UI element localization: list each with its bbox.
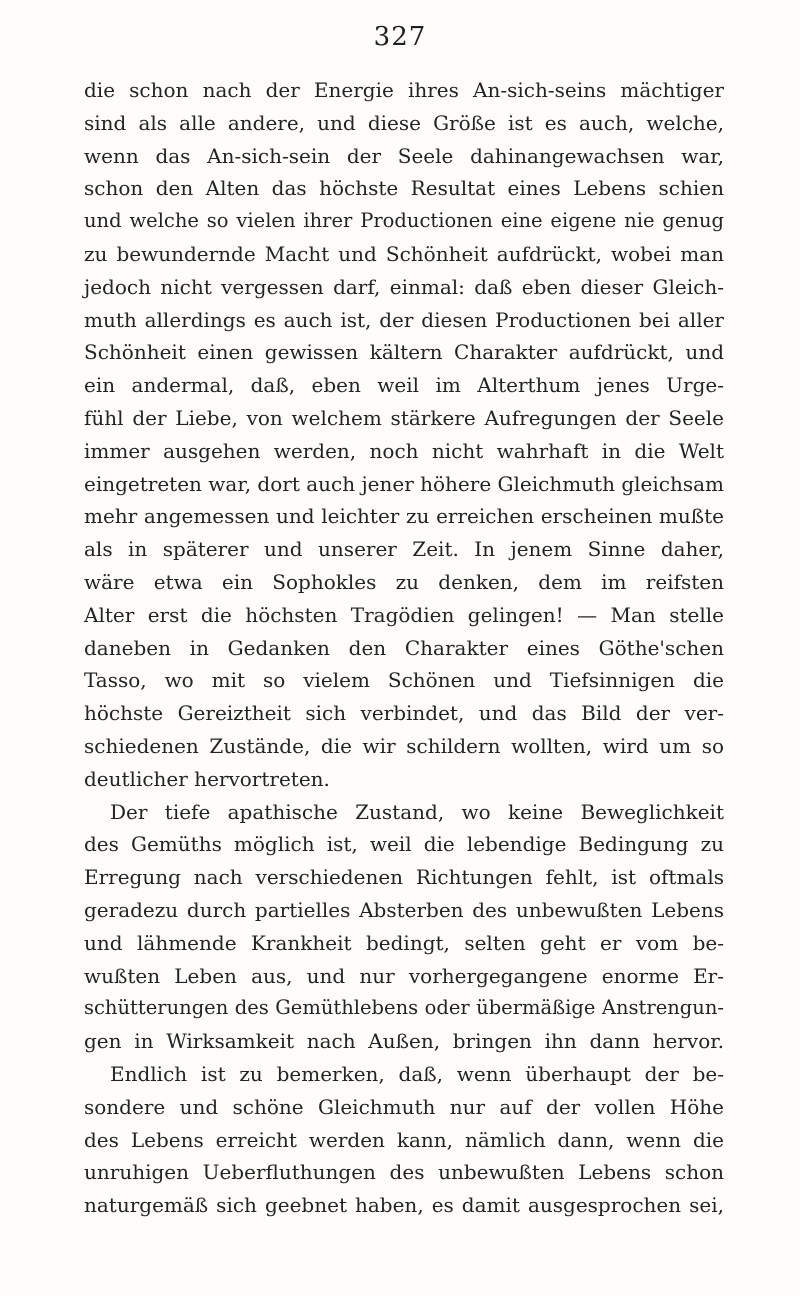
text-line: schon den Alten das höchste Resultat eines Lebens schien [84, 176, 724, 201]
text-line: eingetreten war, dort auch jener höhere Gleichmuth gleichsam [84, 471, 724, 496]
text-line: Tasso, wo mit so vielem Schönen und Tiefsinnigen die [84, 668, 724, 693]
text-line: fühl der Liebe, von welchem stärkere Aufregungen der Seele [84, 405, 724, 430]
paragraph-start-line: Der tiefe apathische Zustand, wo keine Beweglichkeit [110, 799, 724, 824]
paragraph-start-line: Endlich ist zu bemerken, daß, wenn überhaupt der be- [110, 1061, 724, 1086]
text-line: und lähmende Krankheit bedingt, selten geht er vom be- [84, 930, 724, 955]
text-line: höchste Gereiztheit sich verbindet, und das Bild der ver- [84, 701, 724, 726]
text-line: jedoch nicht vergessen darf, einmal: daß eben dieser Gleich- [84, 274, 724, 299]
text-line: muth allerdings es auch ist, der diesen Productionen bei aller [84, 307, 724, 332]
text-line: wußten Leben aus, und nur vorhergegangene enorme Er- [84, 963, 724, 988]
text-line: daneben in Gedanken den Charakter eines Göthe'schen [84, 635, 724, 660]
body-text [84, 74, 724, 1222]
text-line: ein andermal, daß, eben weil im Alterthum jenes Urge- [84, 373, 724, 398]
text-line: geradezu durch partielles Absterben des unbewußten Lebens [84, 897, 724, 922]
text-line: wäre etwa ein Sophokles zu denken, dem im reifsten [84, 569, 724, 594]
text-line: naturgemäß sich geebnet haben, es damit ausgesprochen sei, [84, 1193, 724, 1218]
text-line: Alter erst die höchsten Tragödien gelingen! — Man stelle [84, 602, 724, 627]
text-line: des Gemüths möglich ist, weil die lebendige Bedingung zu [84, 832, 724, 857]
text-line: immer ausgehen werden, noch nicht wahrhaft in die Welt [84, 438, 724, 463]
text-line: des Lebens erreicht werden kann, nämlich dann, wenn die [84, 1127, 724, 1152]
page-number: 327 [373, 22, 427, 52]
text-line: schiedenen Zustände, die wir schildern wollten, wird um so [84, 733, 724, 758]
text-line: Erregung nach verschiedenen Richtungen fehlt, ist oftmals [84, 865, 724, 890]
text-line: deutlicher hervortreten. [84, 766, 330, 791]
text-line: wenn das An-sich-sein der Seele dahinangewachsen war, [84, 143, 724, 168]
text-line: Schönheit einen gewissen kältern Charakter aufdrückt, und [84, 340, 724, 365]
text-line: sondere und schöne Gleichmuth nur auf der vollen Höhe [84, 1094, 724, 1119]
text-line: sind als alle andere, und diese Größe ist es auch, welche, [84, 110, 724, 135]
text-line: schütterungen des Gemüthlebens oder übermäßige Anstrengun- [84, 996, 724, 1020]
text-line: unruhigen Ueberfluthungen des unbewußten Lebens schon [84, 1160, 724, 1185]
text-line: als in späterer und unserer Zeit. In jenem Sinne daher, [84, 537, 724, 562]
text-line: gen in Wirksamkeit nach Außen, bringen ihn dann hervor. [84, 1029, 724, 1054]
text-line: die schon nach der Energie ihres An-sich-seins mächtiger [84, 78, 724, 102]
text-line: mehr angemessen und leichter zu erreichen erscheinen mußte [84, 504, 724, 529]
text-line: und welche so vielen ihrer Productionen eine eigene nie genug [84, 209, 724, 233]
text-line: zu bewundernde Macht und Schönheit aufdrückt, wobei man [84, 241, 724, 266]
